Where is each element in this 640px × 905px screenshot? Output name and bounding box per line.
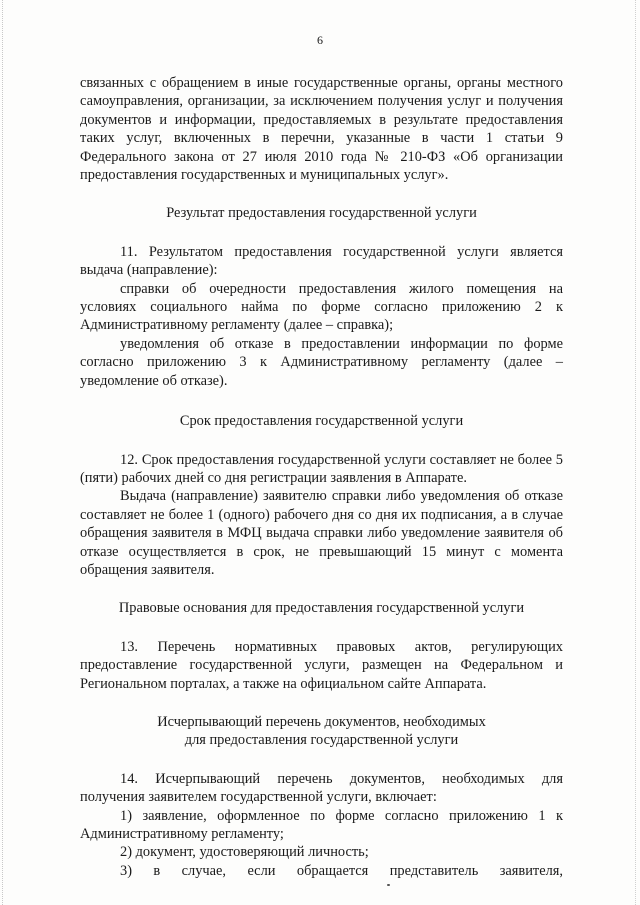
section-heading-documents-line1: Исчерпывающий перечень документов, необходимых bbox=[157, 713, 486, 730]
list-item-3-line bbox=[80, 862, 563, 880]
paragraph-12: 12. Срок предоставления государственной услуги составляет не более 5 (пяти) рабочих дней со дня регистрации заявления в Аппарате. bbox=[80, 451, 563, 486]
paragraph-13: 13. Перечень нормативных правовых актов, регулирующих предоставление государственной услуги, размещен на Федеральном и Региональном порталах, а также на официальном сайте Аппарата. bbox=[80, 638, 563, 692]
list-item-3-word: обращается bbox=[296, 862, 369, 879]
section-heading-term: Срок предоставления государственной услуги bbox=[179, 413, 464, 430]
paragraph-11-certificate: справки об очередности предоставления жилого помещения на условиях социального найма по форме согласно приложению 2 к Административному регламенту (далее – справка); bbox=[80, 280, 563, 334]
section-heading-documents-line2: для предоставления государственной услуги bbox=[184, 732, 459, 749]
page-number: 6 bbox=[317, 33, 323, 47]
section-heading-result: Результат предоставления государственной услуги bbox=[166, 205, 477, 222]
continuation-paragraph: связанных с обращением в иные государственные органы, органы местного самоуправления, организации, за исключением получения услуг и получения документов и информации, предоставляемых в результате предоставления таких услуг, включенных в перечни, указанные в части 1 статьи 9 Федерального закона от 27 июля 2010 года № 210-ФЗ «Об организации предоставления государственных и муниципальных услуг». bbox=[80, 75, 563, 184]
scan-edge-right bbox=[635, 0, 637, 905]
list-item-3-word: заявителя, bbox=[499, 862, 563, 879]
paragraph-11-refusal: уведомления об отказе в предоставлении информации по форме согласно приложению 3 к Административному регламенту (далее – уведомление об отказе). bbox=[80, 335, 563, 389]
list-item-2: 2) документ, удостоверяющий личность; bbox=[120, 844, 369, 861]
list-item-3-word: если bbox=[247, 862, 276, 879]
list-item-3-word: случае, bbox=[181, 862, 227, 879]
list-item-3-word: представитель bbox=[389, 862, 479, 879]
paragraph-12-issuance: Выдача (направление) заявителю справки либо уведомления об отказе составляет не более 1 (одного) рабочего дня со дня их подписания, а в случае обращения заявителя в МФЦ выдача справки либо уведомление заявителя об отказе осуществляется в срок, не превышающий 15 минут с момента обращения заявителя. bbox=[80, 488, 563, 578]
list-item-3-word: 3) bbox=[120, 862, 132, 879]
document-body bbox=[80, 74, 563, 880]
list-item-3-word: в bbox=[153, 862, 161, 879]
paragraph-11: 11. Результатом предоставления государственной услуги является выдача (направление): bbox=[80, 243, 563, 279]
list-item-1: 1) заявление, оформленное по форме согласно приложению 1 к Административному регламенту; bbox=[80, 807, 563, 842]
scan-speck bbox=[387, 884, 390, 886]
paragraph-14: 14. Исчерпывающий перечень документов, необходимых для получения заявителем государственной услуги, включает: bbox=[80, 770, 563, 806]
scan-edge-left bbox=[2, 0, 4, 905]
section-heading-legal: Правовые основания для предоставления государственной услуги bbox=[118, 600, 525, 617]
